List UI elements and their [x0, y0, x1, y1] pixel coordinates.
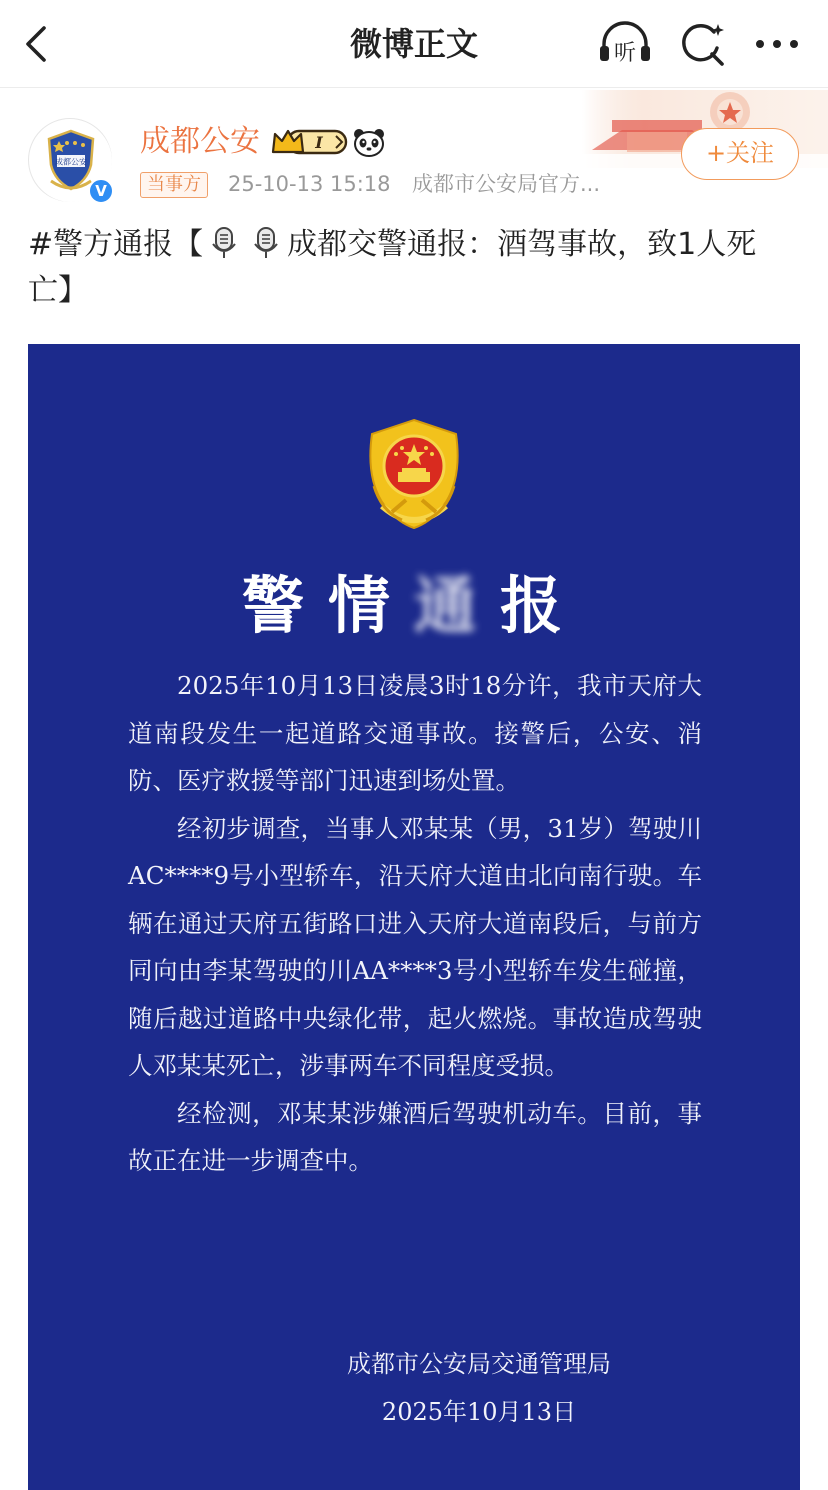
top-nav-bar — [0, 0, 828, 88]
notice-title-blurred: 通 — [413, 569, 500, 642]
panda-icon[interactable] — [352, 126, 386, 158]
notice-paragraph: 经初步调查，当事人邓某某（男，31岁）驾驶川AC****9号小型轿车，沿天府大道由北向南行驶。车辆在通过天府五街路口进入天府大道南段后，与前方同向由李某驾驶的川AA****3号小型轿车发生碰撞，随后越过道路中央绿化带，起火燃烧。事故造成驾驶人邓某某死亡，涉事两车不同程度受损。 — [128, 813, 702, 1080]
crown-badge-icon[interactable] — [270, 126, 350, 158]
notice-title-part1: 警情 — [241, 569, 414, 642]
notice-signature-org: 成都市公安局交通管理局 — [347, 1350, 611, 1378]
page-title: 微博正文 — [349, 25, 478, 63]
microphone-icon — [209, 226, 239, 260]
more-icon[interactable] — [752, 26, 802, 62]
role-tag: 当事方 — [140, 172, 208, 198]
notice-title-part2: 报 — [500, 569, 587, 642]
post-time: 25-10-13 15:18 — [228, 172, 391, 196]
follow-button[interactable]: +关注 — [681, 128, 799, 180]
notice-paragraph: 经检测，邓某某涉嫌酒后驾驶机动车。目前，事故正在进一步调查中。 — [128, 1098, 702, 1175]
headphones-listen-icon[interactable] — [596, 18, 654, 68]
post-text-body: 成都交警通报：酒驾事故，致1人死亡】 — [28, 227, 757, 308]
listen-label: 听 — [613, 41, 637, 66]
post-source: 成都市公安局官方... — [412, 172, 601, 196]
post-text — [28, 222, 800, 314]
avatar-text: 成都公安 — [55, 157, 87, 167]
microphone-icon — [251, 226, 281, 260]
verified-badge: V — [88, 178, 114, 204]
notice-paragraph: 2025年10月13日凌晨3时18分许，我市天府大道南段发生一起道路交通事故。接警后，公安、消防、医疗救援等部门迅速到场处置。 — [128, 671, 702, 795]
level-badge-text: I — [315, 133, 323, 152]
post-text-prefix[interactable]: #警方通报【 — [28, 227, 204, 262]
notice-body — [128, 662, 702, 1185]
search-icon[interactable] — [676, 18, 728, 70]
police-emblem-icon — [352, 416, 476, 540]
author-name[interactable]: 成都公安 — [140, 124, 260, 159]
police-notice-image[interactable] — [28, 344, 800, 1490]
notice-title — [28, 566, 800, 646]
notice-signature — [28, 1340, 800, 1436]
notice-signature-date: 2025年10月13日 — [381, 1398, 577, 1426]
